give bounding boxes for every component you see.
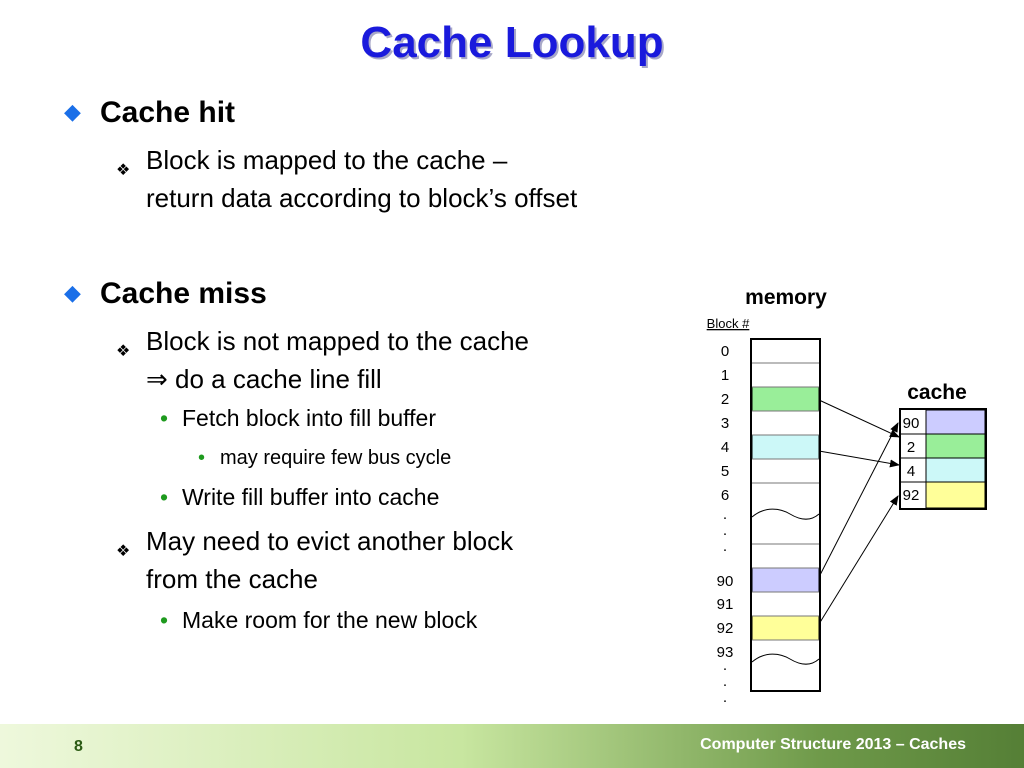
- cache-table: [900, 409, 986, 509]
- cache-line-90: [926, 410, 985, 434]
- diamond-bullet-icon: ◆: [64, 280, 81, 305]
- cache-miss-heading: Cache miss: [100, 277, 267, 310]
- mapping-arrows: [819, 400, 899, 624]
- evict-line1: May need to evict another block: [146, 526, 514, 556]
- row-number: 2: [720, 391, 730, 408]
- memory-column: [751, 339, 820, 691]
- cache-tag: 2: [906, 439, 916, 456]
- row-number: 91: [716, 596, 734, 613]
- ellipsis-dot: ·: [722, 692, 728, 709]
- memory-block-2: [752, 387, 819, 411]
- arrow-block92-to-cache: [819, 496, 898, 624]
- cache-line-2: [926, 434, 985, 458]
- memory-block-90: [752, 568, 819, 592]
- ellipsis-dot: ·: [722, 509, 728, 526]
- ellipsis-dot: ·: [722, 660, 728, 677]
- arrow-block2-to-cache: [819, 400, 899, 437]
- cache-hit-heading: Cache hit: [100, 96, 236, 129]
- evict-line2: from the cache: [146, 564, 318, 594]
- row-number: 4: [720, 439, 730, 456]
- cache-hit-line1: Block is mapped to the cache –: [146, 145, 508, 175]
- page-number: 8: [74, 738, 83, 755]
- cache-line-92: [926, 482, 985, 508]
- memory-block-92: [752, 616, 819, 640]
- row-number: 5: [720, 463, 730, 480]
- cache-tag: 90: [902, 415, 920, 432]
- block-number-header: Block #: [706, 316, 750, 331]
- cache-miss-line1: Block is not mapped to the cache: [146, 326, 530, 356]
- footer-course-title: Computer Structure 2013 – Caches: [700, 736, 966, 753]
- dot-bullet-icon: •: [160, 484, 169, 510]
- sub-bullet-icon: ❖: [116, 162, 131, 179]
- sub-bullet-icon: ❖: [116, 343, 131, 360]
- bus-cycle-text: may require few bus cycle: [220, 447, 452, 469]
- row-number: 1: [720, 367, 730, 384]
- diamond-bullet-icon: ◆: [64, 99, 81, 124]
- dot-bullet-icon: •: [160, 405, 169, 431]
- cache-label: cache: [907, 381, 967, 404]
- dot-bullet-icon: •: [198, 447, 206, 469]
- memory-row-numbers: [717, 343, 734, 709]
- arrow-block90-to-cache: [819, 423, 898, 577]
- ellipsis-dot: ·: [722, 676, 728, 693]
- row-number: 0: [720, 343, 730, 360]
- cache-tag: 92: [902, 487, 920, 504]
- slide-title: Cache Lookup: [360, 18, 664, 67]
- ellipsis-dot: ·: [722, 525, 728, 542]
- dot-bullet-icon: •: [160, 607, 169, 633]
- cache-miss-line2: ⇒ do a cache line fill: [146, 364, 382, 394]
- row-number: 6: [720, 487, 730, 504]
- make-room-text: Make room for the new block: [182, 607, 478, 633]
- row-number: 3: [720, 415, 730, 432]
- memory-block-4: [752, 435, 819, 459]
- ellipsis-dot: ·: [722, 541, 728, 558]
- row-number: 93: [716, 644, 734, 661]
- memory-label: memory: [745, 286, 827, 309]
- cache-hit-line2: return data according to block’s offset: [146, 183, 578, 213]
- sub-bullet-icon: ❖: [116, 543, 131, 560]
- slide-footer: [0, 724, 1024, 768]
- write-fill-buffer-text: Write fill buffer into cache: [182, 484, 440, 510]
- cache-line-4: [926, 458, 985, 482]
- cache-tag: 4: [906, 463, 916, 480]
- arrow-block4-to-cache: [819, 451, 899, 465]
- fetch-fill-buffer-text: Fetch block into fill buffer: [182, 405, 436, 431]
- row-number: 90: [716, 573, 734, 590]
- row-number: 92: [716, 620, 734, 637]
